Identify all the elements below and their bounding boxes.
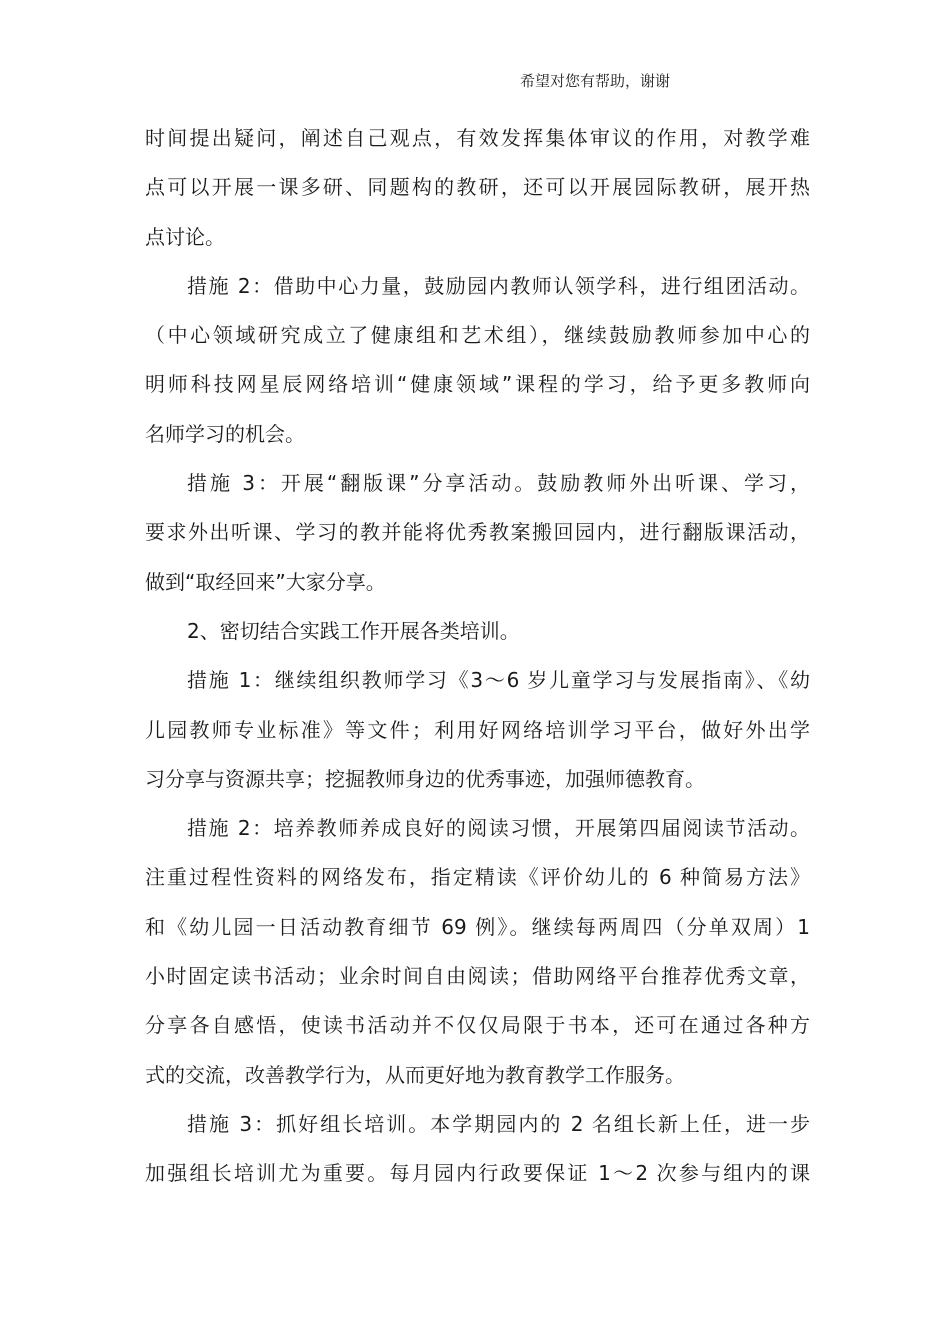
text-line: 和《幼儿园一日活动教育细节 69 例》。继续每两周四（分单双周）1: [145, 914, 810, 939]
text-line: 点讨论。: [145, 224, 225, 249]
text-line: 儿园教师专业标准》等文件；利用好网络培训学习平台，做好外出学: [145, 717, 810, 742]
text-line: 做到“取经回来”大家分享。: [145, 569, 386, 594]
text-line: 措施 1：继续组织教师学习《3～6 岁儿童学习与发展指南》、《幼: [187, 668, 810, 693]
text-line: 措施 2：借助中心力量，鼓励园内教师认领学科，进行组团活动。: [187, 273, 810, 298]
text-line: （中心领域研究成立了健康组和艺术组），继续鼓励教师参加中心的: [145, 323, 810, 348]
header-note: 希望对您有帮助，谢谢: [520, 72, 671, 90]
text-line: 名师学习的机会。: [145, 421, 305, 446]
text-line: 要求外出听课、学习的教并能将优秀教案搬回园内，进行翻版课活动，: [145, 520, 810, 545]
text-line: 习分享与资源共享；挖掘教师身边的优秀事迹，加强师德教育。: [145, 766, 705, 791]
document-body: [145, 114, 810, 1199]
section-heading: 2、密切结合实践工作开展各类培训。: [187, 618, 520, 643]
text-line: 分享各自感悟，使读书活动并不仅仅局限于书本，还可在通过各种方: [145, 1013, 810, 1038]
text-line: 加强组长培训尤为重要。每月园内行政要保证 1～2 次参与组内的课: [145, 1161, 810, 1186]
text-line: 时间提出疑问，阐述自己观点，有效发挥集体审议的作用，对教学难: [145, 126, 810, 150]
text-line: 注重过程性资料的网络发布，指定精读《评价幼儿的 6 种简易方法》: [145, 865, 810, 890]
text-line: 式的交流，改善教学行为，从而更好地为教育教学工作服务。: [145, 1062, 685, 1087]
text-line: 措施 2：培养教师养成良好的阅读习惯，开展第四届阅读节活动。: [187, 816, 810, 841]
text-line: 小时固定读书活动；业余时间自由阅读；借助网络平台推荐优秀文章，: [145, 964, 810, 989]
text-line: 措施 3：开展“翻版课”分享活动。鼓励教师外出听课、学习，: [187, 471, 810, 496]
text-line: 明师科技网星辰网络培训“健康领域”课程的学习，给予更多教师向: [145, 372, 810, 397]
text-line: 措施 3：抓好组长培训。本学期园内的 2 名组长新上任，进一步: [187, 1111, 810, 1136]
text-line: 点可以开展一课多研、同题构的教研，还可以开展园际教研，展开热: [145, 175, 810, 200]
